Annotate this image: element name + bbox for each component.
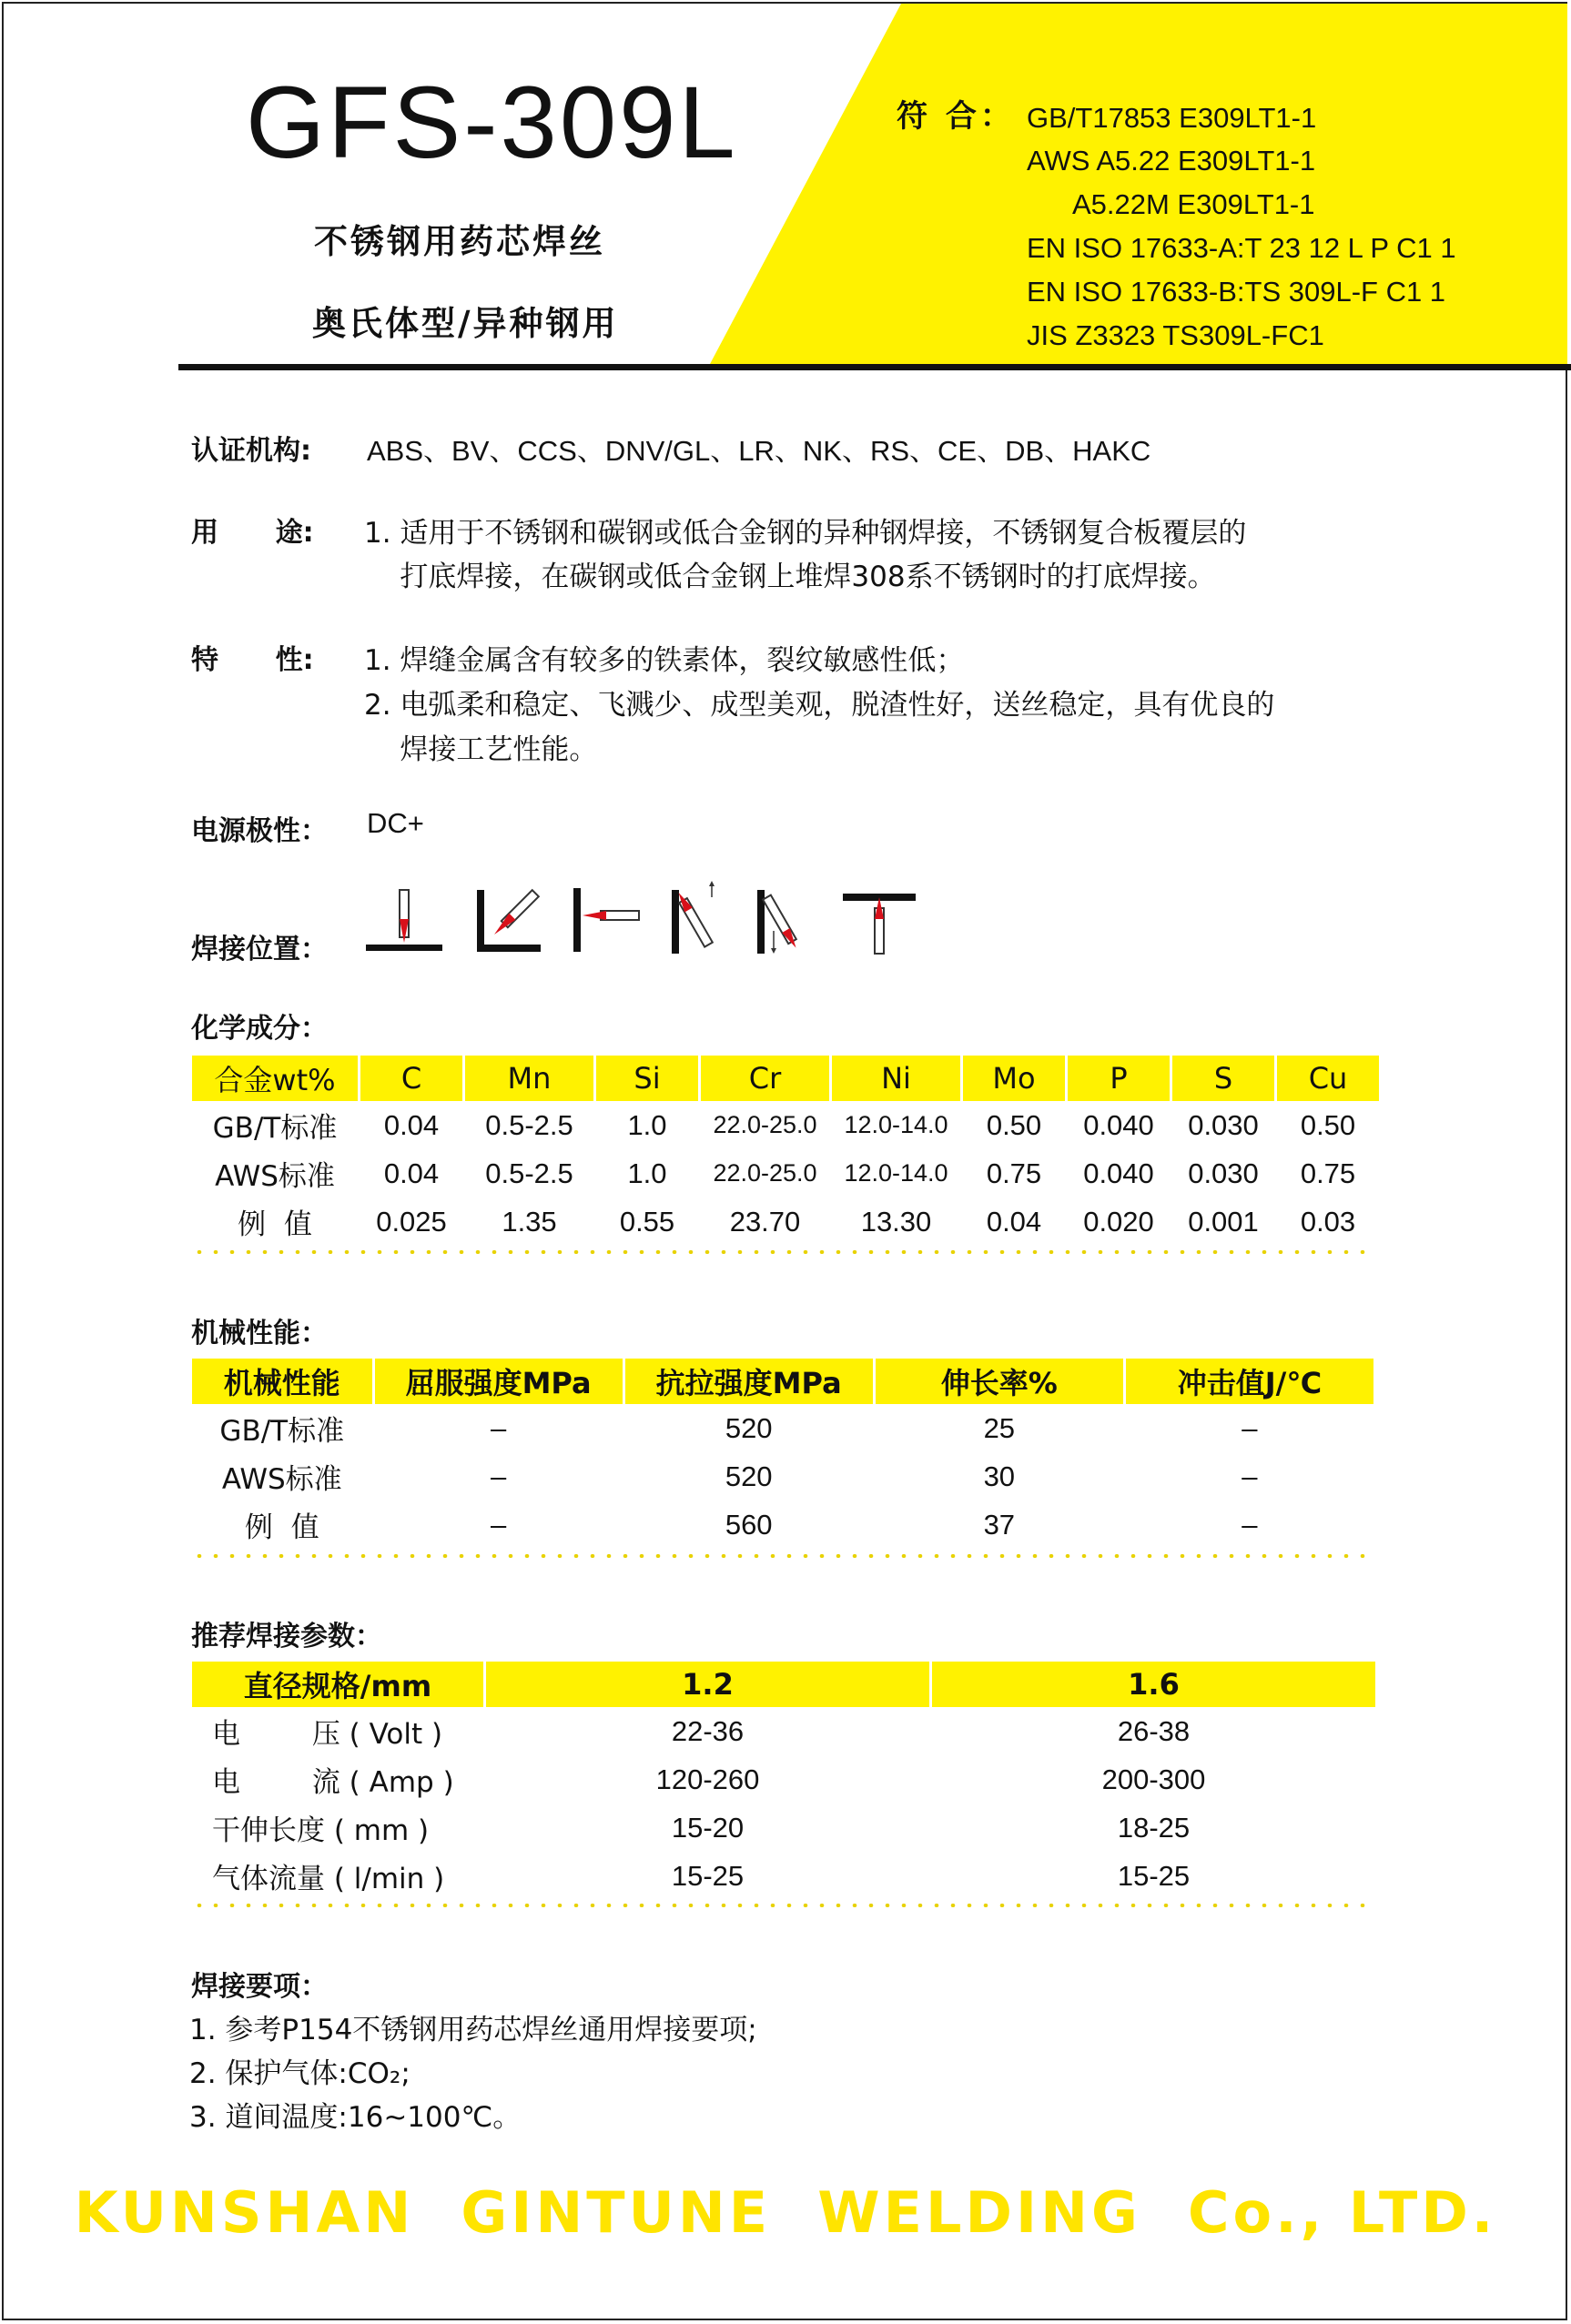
chemical-header-cell: 合金wt% (192, 1056, 358, 1101)
parameters-header-cell: 直径规格/mm (192, 1662, 483, 1707)
product-subtitle-1: 不锈钢用药芯焊丝 (314, 222, 605, 261)
mechanical-header-cell: 抗拉强度MPa (625, 1359, 873, 1404)
table-cell: 200-300 (1101, 1763, 1206, 1795)
compliance-standard: EN ISO 17633-B:TS 309L-F C1 1 (1027, 276, 1446, 308)
table-row (192, 1197, 1379, 1246)
table-row (192, 1149, 1379, 1197)
table-cell: 12.0-14.0 (844, 1111, 948, 1138)
chemical-header-cell: P (1068, 1056, 1170, 1101)
compliance-standard: AWS A5.22 E309LT1-1 (1027, 145, 1316, 177)
chemical-header-cell: Mo (963, 1056, 1065, 1101)
compliance-standard: EN ISO 17633-A:T 23 12 L P C1 1 (1027, 232, 1456, 264)
table-cell: 0.030 (1188, 1157, 1259, 1189)
table-row (192, 1500, 1373, 1549)
table-cell: GB/T标准 (219, 1415, 345, 1448)
table-cell: 12.0-14.0 (844, 1159, 948, 1187)
table-cell: – (1242, 1508, 1258, 1541)
mechanical-header-cell: 屈服强度MPa (375, 1359, 623, 1404)
table-cell: 0.5-2.5 (485, 1157, 573, 1189)
mechanical-header-cell: 冲击值J/℃ (1126, 1359, 1373, 1404)
table-cell: 25 (983, 1411, 1016, 1444)
note-item: 3. 道间温度:16~100℃。 (189, 2101, 522, 2134)
table-cell: – (1242, 1411, 1258, 1444)
table-cell: – (490, 1411, 507, 1444)
table-cell: GB/T标准 (212, 1112, 338, 1145)
compliance-label: 符 合： (897, 98, 1015, 135)
vertical-down-icon (754, 881, 817, 957)
chemical-header-cell: Cu (1277, 1056, 1379, 1101)
table-cell: 0.50 (1300, 1108, 1356, 1141)
compliance-standard: JIS Z3323 TS309L-FC1 (1027, 319, 1324, 351)
table-cell: 0.04 (986, 1205, 1042, 1238)
feature-line: 焊接工艺性能。 (364, 733, 598, 766)
table-cell: 15-25 (1117, 1859, 1191, 1892)
table-row (192, 1804, 1375, 1852)
mechanical-section-title: 机械性能： (191, 1318, 328, 1349)
certification-label: 认证机构: (191, 435, 311, 467)
flat-fillet-icon (364, 883, 446, 955)
chemical-section-title: 化学成分： (191, 1013, 328, 1045)
usage-line: 打底焊接，在碳钢或低合金钢上堆焊308系不锈钢时的打底焊接。 (364, 561, 1216, 593)
parameters-section-title: 推荐焊接参数： (191, 1621, 382, 1652)
horizontal-fillet-icon (473, 883, 546, 955)
product-subtitle-2: 奥氏体型/异种钢用 (312, 304, 619, 343)
dotted-divider (191, 1250, 1374, 1254)
horizontal-icon (570, 883, 643, 955)
table-cell: 0.75 (1300, 1157, 1356, 1189)
note-item: 2. 保护气体:CO₂; (189, 2057, 410, 2090)
parameters-header-cell: 1.6 (932, 1662, 1375, 1707)
usage-line: 1. 适用于不锈钢和碳钢或低合金钢的异种钢焊接，不锈钢复合板覆层的 (364, 517, 1247, 550)
table-cell: 0.04 (383, 1157, 440, 1189)
chemical-header-cell: Mn (465, 1056, 593, 1101)
table-cell: 520 (725, 1460, 773, 1492)
table-cell: 0.03 (1300, 1205, 1356, 1238)
dotted-divider (191, 1554, 1374, 1558)
mechanical-header-row (192, 1359, 1373, 1404)
notes-section-title: 焊接要项： (191, 1971, 328, 2003)
table-cell: 23.70 (729, 1205, 801, 1238)
table-cell: 560 (725, 1508, 773, 1541)
table-cell: 37 (983, 1508, 1016, 1541)
table-cell: 13.30 (860, 1205, 932, 1238)
table-cell: – (490, 1460, 507, 1492)
table-cell: 18-25 (1117, 1811, 1191, 1844)
table-cell: 15-25 (671, 1859, 745, 1892)
table-row (192, 1852, 1375, 1900)
product-model-title: GFS-309L (246, 66, 738, 179)
table-cell: 0.020 (1083, 1205, 1154, 1238)
table-cell: 1.35 (502, 1205, 557, 1238)
chemical-header-cell: S (1172, 1056, 1274, 1101)
table-cell: 干伸长度 ( mm ) (212, 1814, 430, 1847)
table-cell: 520 (725, 1411, 773, 1444)
table-cell: 0.040 (1083, 1108, 1154, 1141)
feature-line: 1. 焊缝金属含有较多的铁素体，裂纹敏感性低； (364, 644, 965, 677)
table-cell: 22-36 (671, 1714, 745, 1747)
table-cell: – (490, 1508, 507, 1541)
chemical-header-cell: Si (596, 1056, 698, 1101)
chemical-header-row (192, 1056, 1379, 1101)
positions-label: 焊接位置： (191, 934, 328, 965)
table-row (192, 1707, 1375, 1755)
table-cell: 30 (983, 1460, 1016, 1492)
table-cell: 22.0-25.0 (713, 1111, 817, 1138)
table-cell: 0.55 (619, 1205, 675, 1238)
table-cell: 120-260 (655, 1763, 760, 1795)
table-cell: 0.50 (986, 1108, 1042, 1141)
table-cell: 例 值 (238, 1208, 312, 1241)
feature-line: 2. 电弧柔和稳定、飞溅少、成型美观，脱渣性好，送丝稳定，具有优良的 (364, 689, 1275, 722)
table-cell: 电 压 ( Volt ) (212, 1718, 443, 1751)
header-yellow-panel (0, 0, 1571, 369)
chemical-header-cell: C (360, 1056, 462, 1101)
table-cell: 电 流 ( Amp ) (212, 1766, 454, 1799)
table-cell: – (1242, 1460, 1258, 1492)
table-cell: 0.001 (1188, 1205, 1259, 1238)
dotted-divider (191, 1904, 1374, 1907)
polarity-label: 电源极性： (191, 815, 328, 847)
parameters-table (189, 1662, 1378, 1900)
table-cell: 0.5-2.5 (485, 1108, 573, 1141)
chemical-header-cell: Ni (832, 1056, 960, 1101)
mechanical-table (189, 1359, 1376, 1549)
features-label: 特 性: (191, 644, 314, 676)
table-cell: AWS标准 (221, 1463, 342, 1496)
table-cell: 气体流量 ( l/min ) (212, 1863, 445, 1895)
table-row (192, 1404, 1373, 1452)
table-cell: 26-38 (1117, 1714, 1191, 1747)
chemical-table (189, 1056, 1382, 1246)
table-row (192, 1755, 1375, 1804)
overhead-icon (841, 884, 917, 957)
table-cell: 1.0 (627, 1157, 667, 1189)
company-footer: KUNSHAN GINTUNE WELDING Co., LTD. (74, 2179, 1497, 2246)
table-row (192, 1452, 1373, 1500)
vertical-up-icon (668, 881, 732, 957)
table-cell: 例 值 (244, 1511, 319, 1544)
parameters-header-row (192, 1662, 1375, 1707)
table-cell: 0.75 (986, 1157, 1042, 1189)
mechanical-header-cell: 机械性能 (192, 1359, 372, 1404)
header-divider (178, 364, 1571, 370)
chemical-header-cell: Cr (701, 1056, 829, 1101)
table-cell: 0.04 (383, 1108, 440, 1141)
certification-value: ABS、BV、CCS、DNV/GL、LR、NK、RS、CE、DB、HAKC (367, 435, 1151, 467)
usage-label: 用 途: (191, 517, 314, 549)
parameters-header-cell: 1.2 (486, 1662, 929, 1707)
table-cell: 22.0-25.0 (713, 1159, 817, 1187)
table-cell: 1.0 (627, 1108, 667, 1141)
note-item: 1. 参考P154不锈钢用药芯焊丝通用焊接要项; (189, 2014, 757, 2046)
compliance-standard: A5.22M E309LT1-1 (1027, 188, 1315, 220)
table-cell: 0.025 (376, 1205, 447, 1238)
table-cell: 15-20 (671, 1811, 745, 1844)
table-cell: 0.040 (1083, 1157, 1154, 1189)
polarity-value: DC+ (367, 807, 424, 839)
compliance-standard: GB/T17853 E309LT1-1 (1027, 102, 1317, 134)
mechanical-header-cell: 伸长率% (876, 1359, 1123, 1404)
table-cell: 0.030 (1188, 1108, 1259, 1141)
table-cell: AWS标准 (215, 1160, 335, 1193)
table-row (192, 1101, 1379, 1149)
